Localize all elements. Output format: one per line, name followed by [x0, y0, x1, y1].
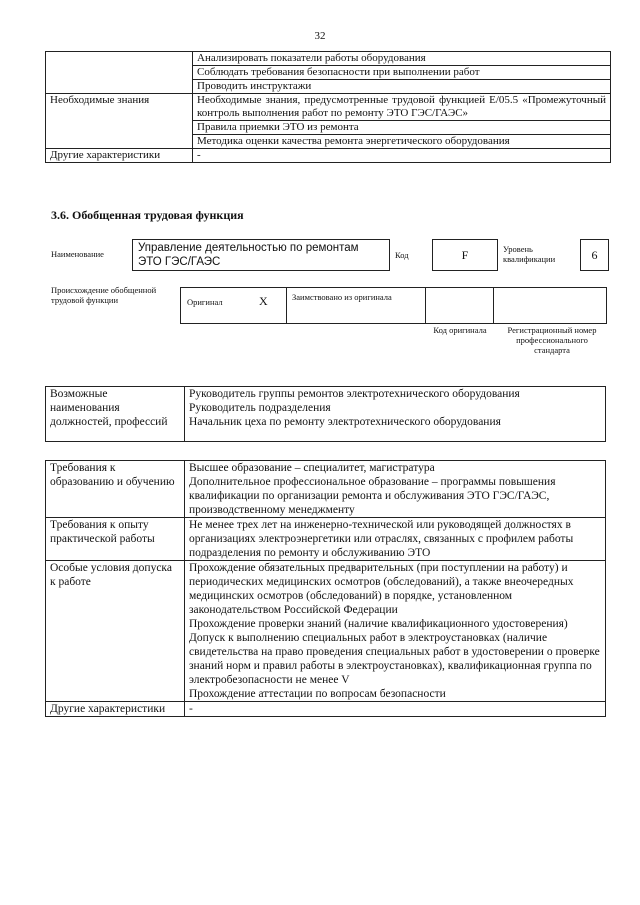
section-heading: 3.6. Обобщенная трудовая функция [51, 208, 244, 222]
table-cell-items [185, 387, 606, 442]
divider [425, 288, 426, 323]
table-cell-label [46, 52, 193, 94]
table-cell-label: Особые условия допуска к работе [46, 561, 185, 702]
list-item: Прохождение проверки знаний (наличие квалификационного удостоверения) [189, 618, 568, 630]
function-name: Управление деятельностью по ремонтам ЭТО ГЭС/ГАЭС [138, 242, 359, 268]
level-value: 6 [591, 248, 598, 262]
positions-table [45, 386, 606, 442]
list-item: Не менее трех лет на инженерно-технической или руководящей должностях в организациях электроэнергетики или отраслях, связанных с профилем работы подразделения по ремонту и обслуживанию ЭТО [189, 519, 574, 559]
original-mark: X [259, 294, 268, 308]
table-row [46, 702, 606, 717]
table-row [46, 149, 611, 163]
table-cell-items [185, 702, 606, 717]
table-cell-item: Правила приемки ЭТО из ремонта [193, 121, 611, 135]
code-value: F [461, 248, 469, 262]
code-box [432, 239, 498, 271]
page-number: 32 [314, 30, 326, 42]
list-item: Дополнительное профессиональное образование – программы повышения квалификации по организации ремонта и обслуживания ЭТО ГЭС/ГАЭС, производственному менеджменту [189, 476, 556, 516]
origin-box [180, 287, 607, 324]
table-cell-item: - [193, 149, 611, 163]
table-cell-item: Анализировать показатели работы оборудования [193, 52, 611, 66]
list-item: Допуск к выполнению специальных работ в электроустановках (наличие свидетельства на право проведения специальных работ в удостоверении о проверке знаний норм и правил работы в электроустановках), квалификационная группа по электробезопасности не менее V [189, 632, 600, 686]
list-item: Руководитель группы ремонтов электротехнического оборудования [189, 388, 520, 400]
table-row [46, 387, 606, 442]
original-code-caption: Код оригинала [433, 325, 487, 335]
level-label: Уровень квалификации [503, 244, 556, 264]
table-cell-items [185, 518, 606, 561]
table-row [46, 561, 606, 702]
divider [286, 288, 287, 323]
table-row [46, 518, 606, 561]
table-cell-items [185, 461, 606, 518]
code-label: Код [395, 250, 409, 260]
table-cell-item: Соблюдать требования безопасности при выполнении работ [193, 66, 611, 80]
list-item: Прохождение обязательных предварительных (при поступлении на работу) и периодических медицинских осмотров (обследований), а также внеочередных медицинских осмотров (обследований) в порядке, установленном законодательством Российской Федерации [189, 562, 574, 616]
divider [493, 288, 494, 323]
table-cell-item: Проводить инструктажи [193, 80, 611, 94]
table-cell-item: Необходимые знания, предусмотренные трудовой функцией Е/05.5 «Промежуточный контроль выполнения работ по ремонту ЭТО ГЭС/ГАЭС» [193, 94, 611, 121]
table-cell-label: Необходимые знания [46, 94, 193, 149]
table-cell-item: Методика оценки качества ремонта энергетического оборудования [193, 135, 611, 149]
list-item: - [189, 703, 193, 715]
borrowed-label: Заимствовано из оригинала [292, 292, 392, 302]
table-cell-label: Возможные наименования должностей, профессий [46, 387, 185, 442]
table-row [46, 94, 611, 121]
origin-label: Происхождение обобщенной трудовой функции [51, 285, 157, 305]
level-box [580, 239, 609, 271]
list-item: Высшее образование – специалитет, магистратура [189, 462, 435, 474]
table-row [46, 461, 606, 518]
original-label: Оригинал [187, 297, 223, 307]
table-cell-label: Требования к опыту практической работы [46, 518, 185, 561]
list-item: Начальник цеха по ремонту электротехнического оборудования [189, 416, 501, 428]
table-cell-label: Другие характеристики [46, 702, 185, 717]
name-label: Наименование [51, 249, 104, 259]
table-cell-label: Другие характеристики [46, 149, 193, 163]
registration-number-caption: Регистрационный номер профессионального стандарта [507, 325, 597, 355]
skills-knowledge-table [45, 51, 611, 163]
requirements-table [45, 460, 606, 717]
table-cell-label: Требования к образованию и обучению [46, 461, 185, 518]
table-cell-items [185, 561, 606, 702]
function-name-box [132, 239, 390, 271]
table-row [46, 52, 611, 66]
list-item: Прохождение аттестации по вопросам безопасности [189, 688, 446, 700]
list-item: Руководитель подразделения [189, 402, 331, 414]
